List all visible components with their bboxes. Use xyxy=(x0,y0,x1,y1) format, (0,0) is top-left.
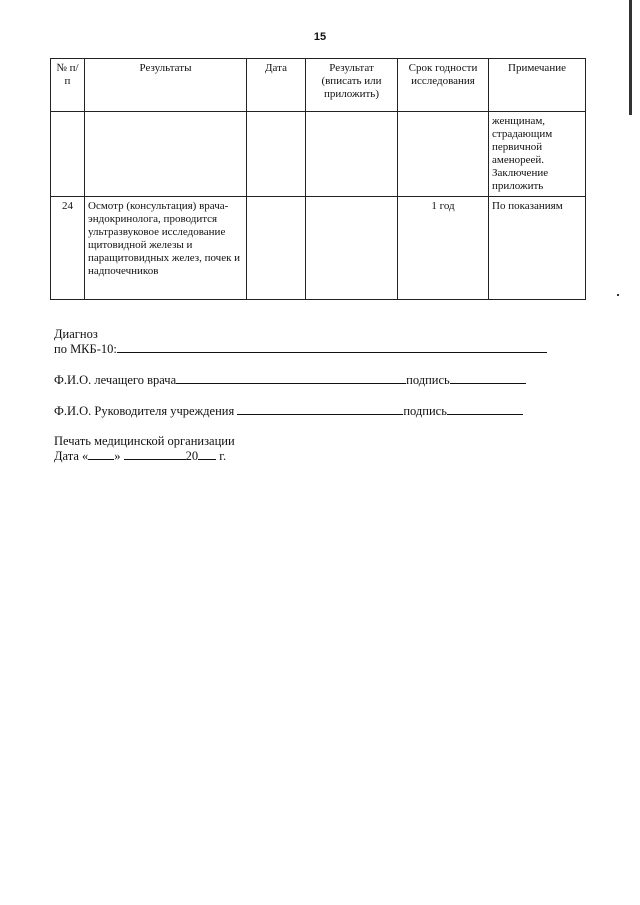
scan-speck xyxy=(617,294,619,296)
head-signature-field[interactable] xyxy=(447,403,523,415)
year-field[interactable] xyxy=(198,448,216,460)
table-header-row xyxy=(51,59,586,112)
cell-result xyxy=(85,112,247,197)
header-note: Примечание xyxy=(489,59,586,112)
cell-note: женщинам, страдающим первичной аменореей. Заключение приложить xyxy=(489,112,586,197)
day-field[interactable] xyxy=(88,448,114,460)
doctor-signature-label: подпись xyxy=(406,373,450,387)
diagnosis-label: Диагноз xyxy=(54,327,98,341)
header-validity: Срок годности исследования xyxy=(398,59,489,112)
table-row-continued xyxy=(51,112,586,197)
cell-validity: 1 год xyxy=(398,197,489,300)
cell-date xyxy=(247,112,306,197)
scan-edge-mark xyxy=(629,0,632,115)
cell-entry xyxy=(306,112,398,197)
cell-number: 24 xyxy=(51,197,85,300)
page-number: 15 xyxy=(313,31,327,43)
icd-field[interactable] xyxy=(117,341,547,353)
date-label: Дата « xyxy=(54,449,89,463)
head-signature-label: подпись xyxy=(403,404,447,418)
head-label: Ф.И.О. Руководителя учреждения xyxy=(54,404,235,418)
doctor-name-field[interactable] xyxy=(176,372,406,384)
header-date: Дата xyxy=(247,59,306,112)
doctor-label: Ф.И.О. лечащего врача xyxy=(54,373,177,387)
cell-note: По показаниям xyxy=(489,197,586,300)
doctor-signature-field[interactable] xyxy=(450,372,526,384)
icd-label: по МКБ-10: xyxy=(54,342,117,356)
month-field[interactable] xyxy=(124,448,186,460)
cell-number xyxy=(51,112,85,197)
date-close: » xyxy=(114,449,121,463)
head-name-field[interactable] xyxy=(237,403,403,415)
cell-date xyxy=(247,197,306,300)
cell-validity xyxy=(398,112,489,197)
year-prefix: 20 xyxy=(185,449,199,463)
stamp-label: Печать медицинской организации xyxy=(54,434,235,448)
table-row-24 xyxy=(51,197,586,300)
year-suffix: г. xyxy=(219,449,227,463)
cell-entry xyxy=(306,197,398,300)
results-table xyxy=(50,58,586,300)
header-results: Результаты xyxy=(85,59,247,112)
signature-form xyxy=(54,327,574,463)
header-result-entry: Результат (вписать или приложить) xyxy=(306,59,398,112)
header-number: № п/п xyxy=(51,59,85,112)
cell-result: Осмотр (консультация) врача-эндокринолога, проводится ультразвуковое исследование щитовидной железы и паращитовидных желез, почек и надпочечников xyxy=(85,197,247,300)
